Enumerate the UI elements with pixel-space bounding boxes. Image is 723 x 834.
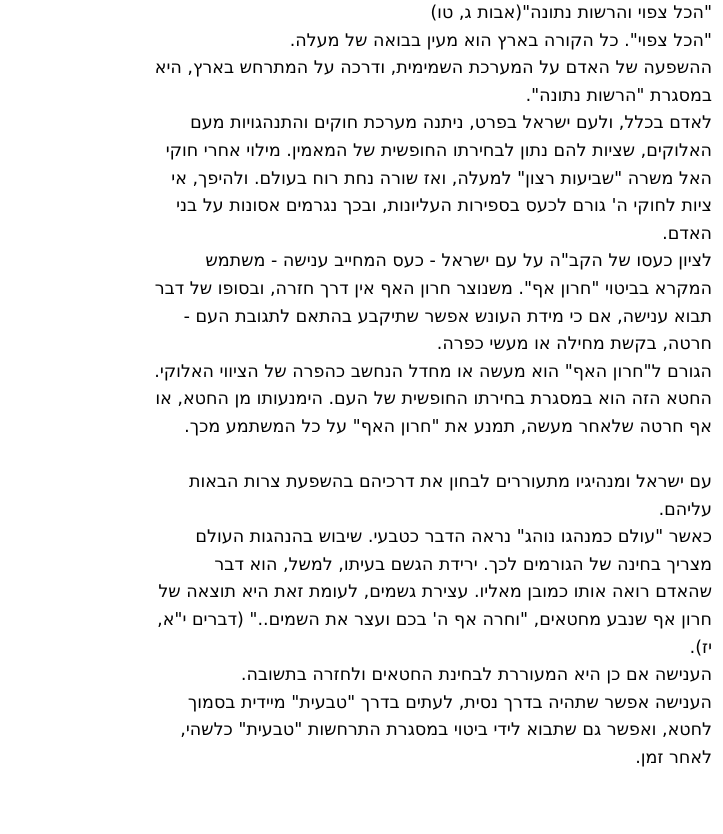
text-line: לציון כעסו של הקב"ה על עם ישראל - כעס המחייב ענישה - משתמש xyxy=(205,251,712,272)
text-line: תבוא ענישה, אם כי מידת העונש אפשר שתיקבע בהתאם לתגובת העם - xyxy=(183,306,712,327)
paragraph xyxy=(8,0,712,28)
paragraph xyxy=(8,359,712,442)
paragraph xyxy=(8,469,712,524)
text-line: הענישה אם כן היא המעוררת לבחינת החטאים ולחזרה בתשובה. xyxy=(240,665,712,686)
paragraph xyxy=(8,662,712,690)
text-line: שהאדם רואה אותו כמובן מאליו. עצירת גשמים, לעומת זאת היא תוצאה של xyxy=(158,582,712,603)
text-line: האדם. xyxy=(662,223,712,244)
text-line: הענישה אפשר שתהיה בדרך נסית, לעתים בדרך "טבעית" מיידית בסמוך xyxy=(187,692,712,713)
text-line: חרון אף שנבע מחטאים, "וחרה אף ה' בכם ועצר את השמים.." (דברים י"א, xyxy=(157,610,712,631)
text-line: "הכל צפוי". כל הקורה בארץ הוא מעין בבואה של מעלה. xyxy=(289,30,712,51)
text-line: עם ישראל ומנהיגיו מתעוררים לבחון את דרכיהם בהשפעת צרות הבאות xyxy=(188,472,712,493)
text-line: יז). xyxy=(689,637,712,658)
text-line: האל משרה "שביעות רצון" למעלה, ואז שורה נחת רוח בעולם. ולהיפך, אי xyxy=(171,168,712,189)
paragraph xyxy=(8,524,712,662)
text-line: ציות לחוקי ה' גורם לכעס בספירות העליונות, ובכך נגרמים אסונות על בני xyxy=(176,196,712,217)
text-line: הגורם ל"חרון האף" הוא מעשה או מחדל הנחשב כהפרה של הציווי האלוקי. xyxy=(154,361,712,382)
document-body xyxy=(8,0,712,773)
text-line: לאדם בכלל, ולעם ישראל בפרט, ניתנה מערכת חוקים והתנהגויות מעם xyxy=(190,113,712,134)
paragraph xyxy=(8,55,712,110)
text-line: לחטא, ואפשר גם שתבוא לידי ביטוי במסגרת התרחשות "טבעית" כלשהי, xyxy=(180,720,712,741)
text-line: החטא הזה הוא במסגרת בחירתו החופשית של העם. הימנעותו מן החטא, או xyxy=(155,389,712,410)
text-line: חרטה, בקשת מחילה או מעשי כפרה. xyxy=(436,334,712,355)
text-line: לאחר זמן. xyxy=(635,748,712,769)
text-line: כאשר "עולם כמנהגו נוהג" נראה הדבר כטבעי. שיבוש בהנהגות העולם xyxy=(195,527,712,548)
text-line: האלוקים, שציות להם נתון לבחירתו החופשית של המאמין. מילוי אחרי חוקי xyxy=(165,140,712,161)
text-line: המקרא בביטוי "חרון אף". משנוצר חרון האף אין דרך חזרה, ובסופו של דבר xyxy=(154,278,712,299)
paragraph xyxy=(8,28,712,56)
paragraph-gap xyxy=(8,442,712,470)
paragraph xyxy=(8,690,712,773)
paragraph xyxy=(8,248,712,358)
text-line: ההשפעה של האדם על המערכת השמימית, ודרכה על המתרחש בארץ, היא xyxy=(154,58,712,79)
text-line: עליהם. xyxy=(658,499,712,520)
text-line: מצריך בחינה של הגורמים לכך. ירידת הגשם בעיתו, למשל, הוא דבר xyxy=(214,554,712,575)
text-line: "הכל צפוי והרשות נתונה"(אבות ג, טו) xyxy=(430,3,712,23)
paragraph xyxy=(8,110,712,248)
text-line: אף חרטה שלאחר מעשה, תמנע את "חרון האף" על כל המשתמע מכך. xyxy=(184,416,712,437)
text-line: במסגרת "הרשות נתונה". xyxy=(525,85,712,106)
